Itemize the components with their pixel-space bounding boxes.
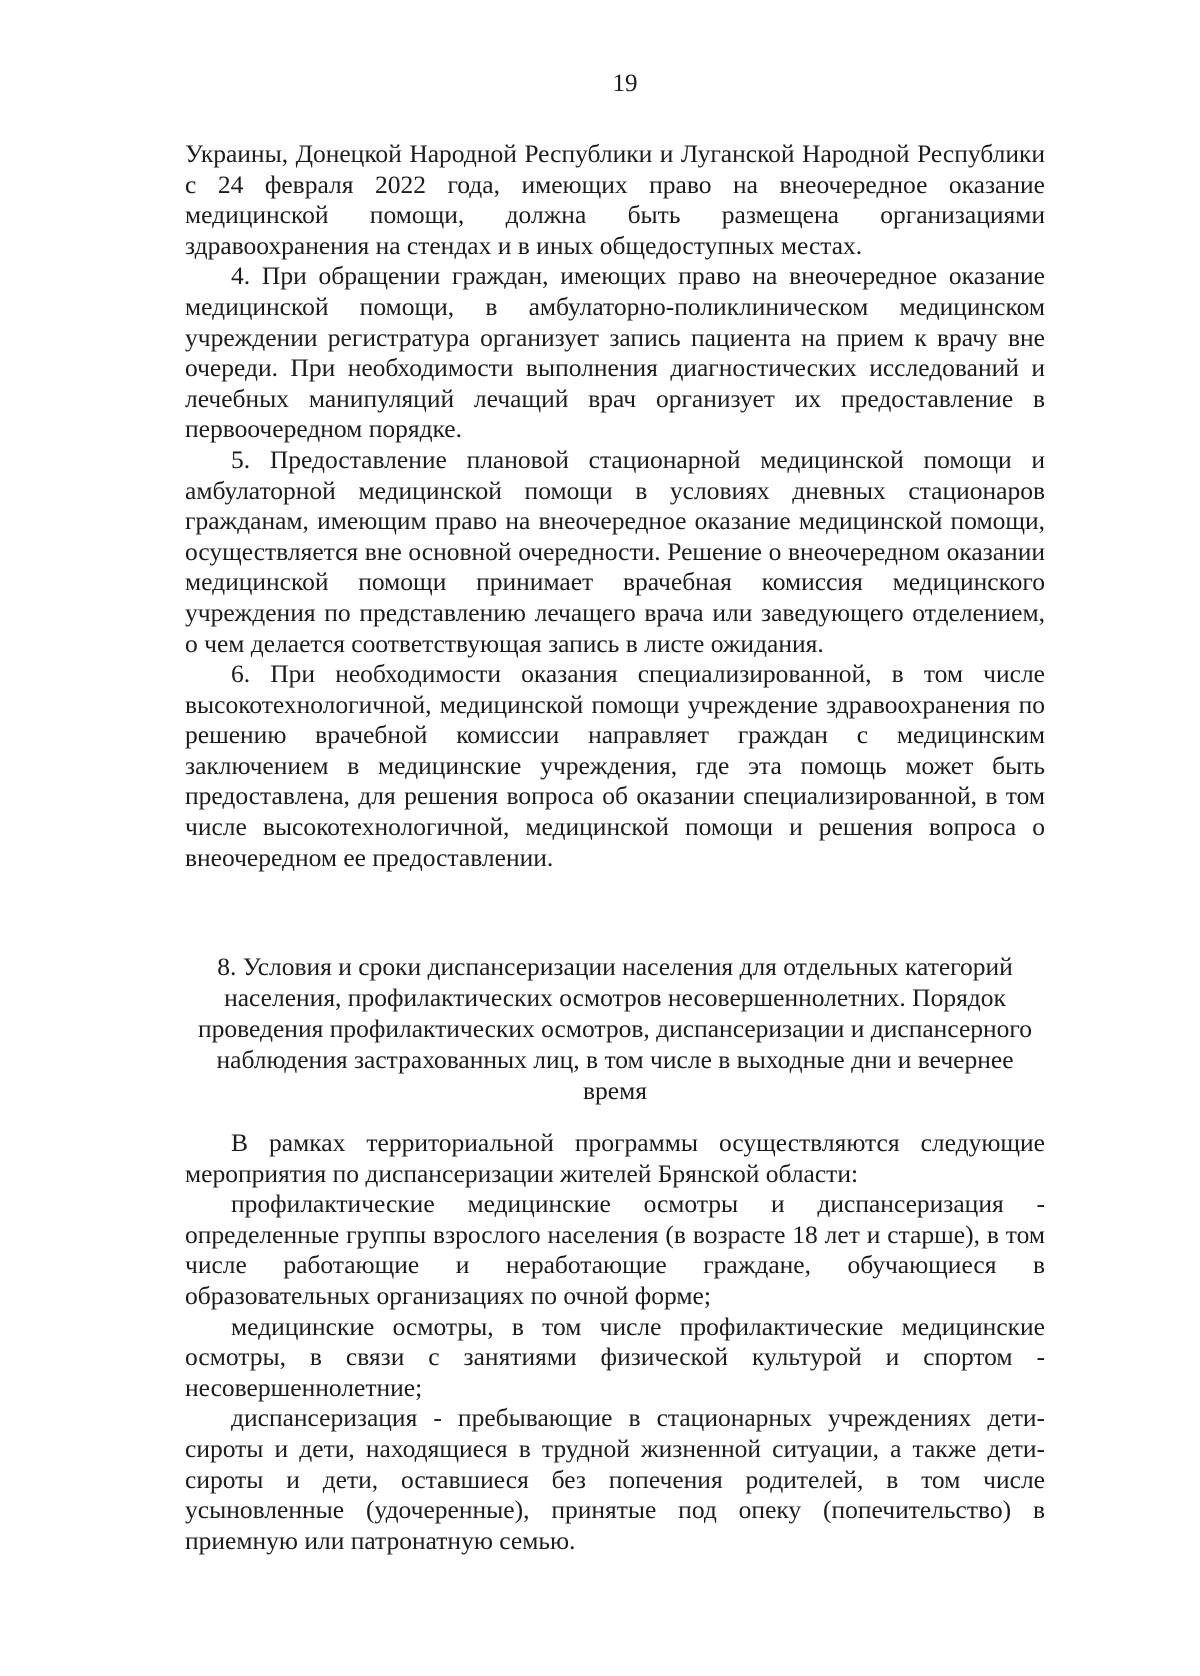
text-block-top [185, 139, 1045, 873]
section-heading: 8. Условия и сроки диспансеризации населения для отдельных категорий населения, профилактических осмотров несовершеннолетних. Порядок проведения профилактических осмотров, диспансеризации и диспансерного наблюдения застрахованных лиц, в том числе в выходные дни и вечернее время [197, 952, 1032, 1105]
paragraph-item-4: 4. При обращении граждан, имеющих право на внеочередное оказание медицинской помощи, в амбулаторно-поликлиническом медицинском учреждении регистратура организует запись пациента на прием к врачу вне очереди. При необходимости выполнения диагностических исследований и лечебных манипуляций лечащий врач организует их предоставление в первоочередном порядке. [185, 261, 1045, 444]
paragraph-item-5: 5. Предоставление плановой стационарной медицинской помощи и амбулаторной медицинской помощи в условиях дневных стационаров гражданам, имеющим право на внеочередное оказание медицинской помощи, осуществляется вне основной очередности. Решение о внеочередном оказании медицинской помощи принимает врачебная комиссия медицинского учреждения по представлению лечащего врача или заведующего отделением, о чем делается соответствующая запись в листе ожидания. [185, 444, 1045, 658]
paragraph-minors: медицинские осмотры, в том числе профилактические медицинские осмотры, в связи с занятиями физической культурой и спортом - несовершеннолетние; [185, 1311, 1045, 1402]
text-block-bottom [185, 1128, 1045, 1556]
paragraph-orphans: диспансеризация - пребывающие в стационарных учреждениях дети-сироты и дети, находящиеся в трудной жизненной ситуации, а также дети-сироты и дети, оставшиеся без попечения родителей, в том числе усыновленные (удочеренные), принятые под опеку (попечительство) в приемную или патронатную семью. [185, 1403, 1045, 1555]
paragraph-continuation: Украины, Донецкой Народной Республики и Луганской Народной Республики с 24 февраля 2022 года, имеющих право на внеочередное оказание медицинской помощи, должна быть размещена организациями здравоохранения на стендах и в иных общедоступных местах. [185, 139, 1045, 260]
paragraph-adults: профилактические медицинские осмотры и диспансеризация - определенные группы взрослого населения (в возрасте 18 лет и старше), в том числе работающие и неработающие граждане, обучающиеся в образовательных организациях по очной форме; [185, 1189, 1045, 1310]
page-number: 19 [612, 70, 638, 97]
paragraph-intro: В рамках территориальной программы осуществляются следующие мероприятия по диспансеризации жителей Брянской области: [185, 1128, 1045, 1188]
paragraph-item-6: 6. При необходимости оказания специализированной, в том числе высокотехнологичной, медицинской помощи учреждение здравоохранения по решению врачебной комиссии направляет граждан с медицинским заключением в медицинские учреждения, где эта помощь может быть предоставлена, для решения вопроса об оказании специализированной, в том числе высокотехнологичной, медицинской помощи и решения вопроса о внеочередном ее предоставлении. [185, 659, 1045, 872]
